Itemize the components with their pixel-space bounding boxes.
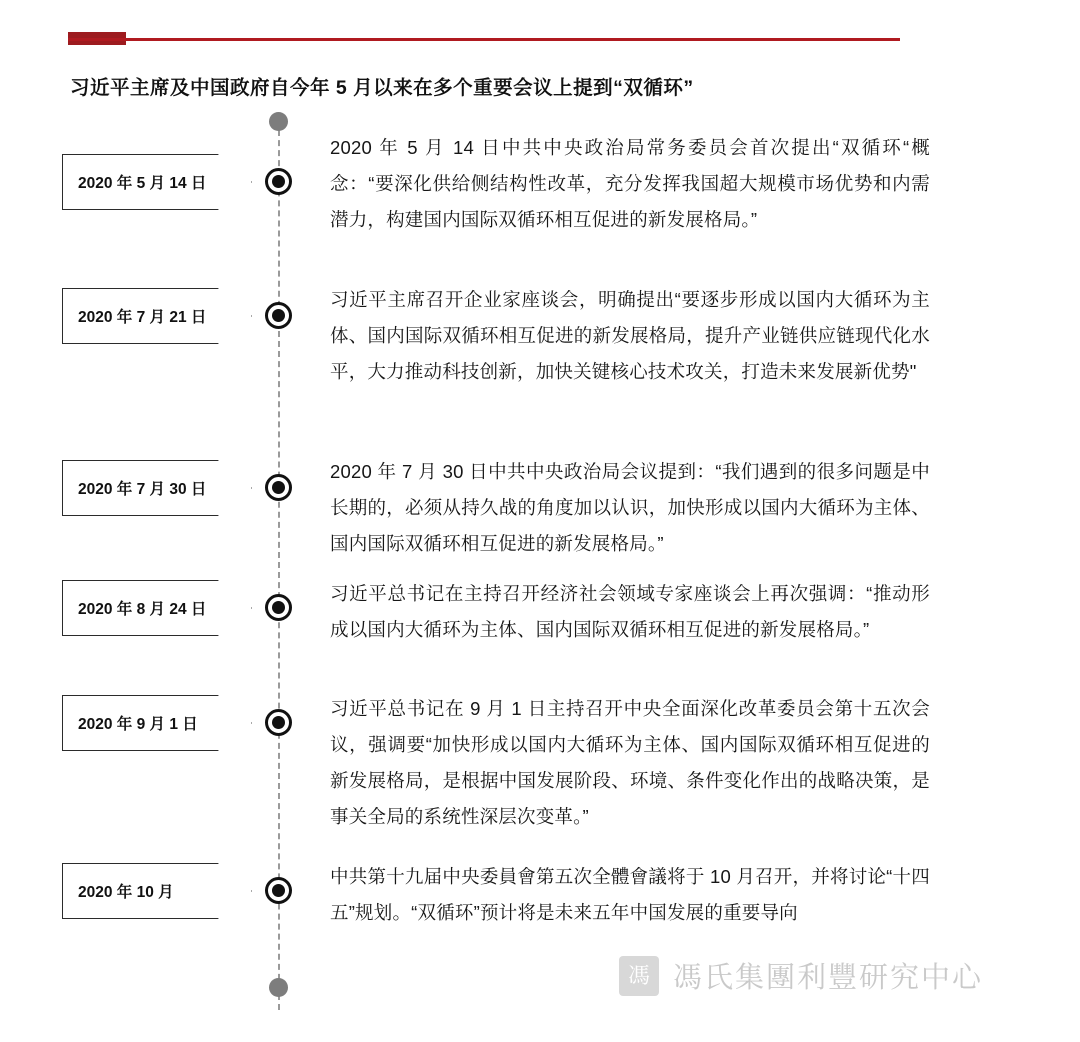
header-divider bbox=[68, 38, 900, 41]
timeline-date-label: 2020 年 7 月 21 日 bbox=[78, 309, 207, 326]
timeline-node bbox=[265, 168, 292, 195]
timeline-date-label: 2020 年 5 月 14 日 bbox=[78, 175, 207, 192]
timeline-date-flag-label-wrap bbox=[62, 863, 252, 919]
timeline-date-flag-label-wrap bbox=[62, 695, 252, 751]
timeline-node bbox=[265, 594, 292, 621]
timeline-description: 习近平主席召开企业家座谈会，明确提出“要逐步形成以国内大循环为主体、国内国际双循环相互促进的新发展格局，提升产业链供应链现代化水平，大力推动科技创新，加快关键核心技术攻关，打造未来发展新优势" bbox=[330, 289, 930, 382]
timeline-description: 习近平总书记在主持召开经济社会领域专家座谈会上再次强调：“推动形成以国内大循环为主体、国内国际双循环相互促进的新发展格局。” bbox=[330, 583, 930, 640]
timeline-date-label: 2020 年 9 月 1 日 bbox=[78, 716, 198, 733]
timeline-description: 2020 年 7 月 30 日中共中央政治局会议提到：“我们遇到的很多问题是中长期的，必须从持久战的角度加以认识，加快形成以国内大循环为主体、国内国际双循环相互促进的新发展格局。” bbox=[330, 461, 930, 554]
footer-logo bbox=[619, 955, 983, 996]
timeline-start-dot bbox=[269, 112, 288, 131]
timeline-description: 习近平总书记在 9 月 1 日主持召开中央全面深化改革委员会第十五次会议，强调要“加快形成以国内大循环为主体、国内国际双循环相互促进的新发展格局，是根据中国发展阶段、环境、条件变化作出的战略决策，是事关全局的系统性深层次变革。” bbox=[330, 698, 930, 827]
timeline-node bbox=[265, 709, 292, 736]
company-logo-icon: 馮 bbox=[619, 956, 659, 996]
company-name: 馮氏集團利豐研究中心 bbox=[673, 962, 984, 994]
timeline-node bbox=[265, 877, 292, 904]
timeline-date-flag-label-wrap bbox=[62, 460, 252, 516]
timeline-date-flag-label-wrap bbox=[62, 154, 252, 210]
timeline-date-label: 2020 年 8 月 24 日 bbox=[78, 601, 207, 618]
page-title: 习近平主席及中国政府自今年 5 月以来在多个重要会议上提到“双循环” bbox=[70, 77, 694, 99]
timeline-end-dot bbox=[269, 978, 288, 997]
timeline-date-label: 2020 年 10 月 bbox=[78, 884, 174, 901]
timeline-description: 2020 年 5 月 14 日中共中央政治局常务委员会首次提出“双循环“概念：“要深化供给侧结构性改革，充分发挥我国超大规模市场优势和内需潜力，构建国内国际双循环相互促进的新发展格局。” bbox=[330, 137, 930, 230]
timeline-description: 中共第十九届中央委員會第五次全體會議将于 10 月召开，并将讨论“十四五”规划。“双循环”预计将是未来五年中国发展的重要导向 bbox=[330, 866, 930, 923]
timeline-node bbox=[265, 474, 292, 501]
timeline-date-flag-label-wrap bbox=[62, 580, 252, 636]
timeline-node bbox=[265, 302, 292, 329]
timeline-date-label: 2020 年 7 月 30 日 bbox=[78, 481, 207, 498]
timeline-date-flag-label-wrap bbox=[62, 288, 252, 344]
